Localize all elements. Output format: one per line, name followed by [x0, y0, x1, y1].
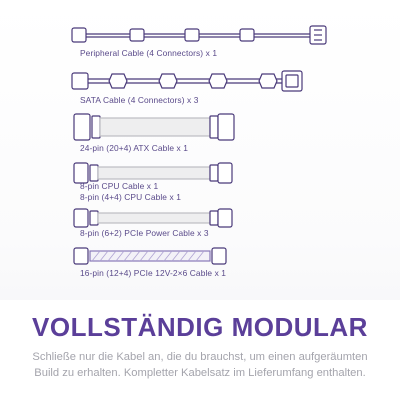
cable-label: 8-pin (6+2) PCIe Power Cable x 3: [80, 228, 209, 238]
cable-label: 8-pin (4+4) CPU Cable x 1: [80, 192, 181, 202]
pcie-cable-graphic: [70, 206, 340, 230]
subtext-line-1: Schließe nur die Kabel an, die du brauchst, um einen aufgeräumten: [32, 351, 368, 363]
peripheral-cable-graphic: [70, 20, 340, 50]
cable-label: 24-pin (20+4) ATX Cable x 1: [80, 143, 188, 153]
sata-cable-graphic: [70, 66, 340, 96]
pcie-16pin-cable-graphic: [70, 245, 340, 267]
cable-label: 8-pin CPU Cable x 1: [80, 181, 159, 191]
cable-label: SATA Cable (4 Connectors) x 3: [80, 95, 199, 105]
cable-label: Peripheral Cable (4 Connectors) x 1: [80, 48, 218, 58]
subtext-line-2: Build zu erhalten. Kompletter Kabelsatz im Lieferumfang enthalten.: [34, 367, 366, 379]
headline: VOLLSTÄNDIG MODULAR: [32, 312, 368, 342]
cable-label: 16-pin (12+4) PCIe 12V-2×6 Cable x 1: [80, 268, 227, 278]
atx-cable-graphic: [70, 110, 340, 144]
